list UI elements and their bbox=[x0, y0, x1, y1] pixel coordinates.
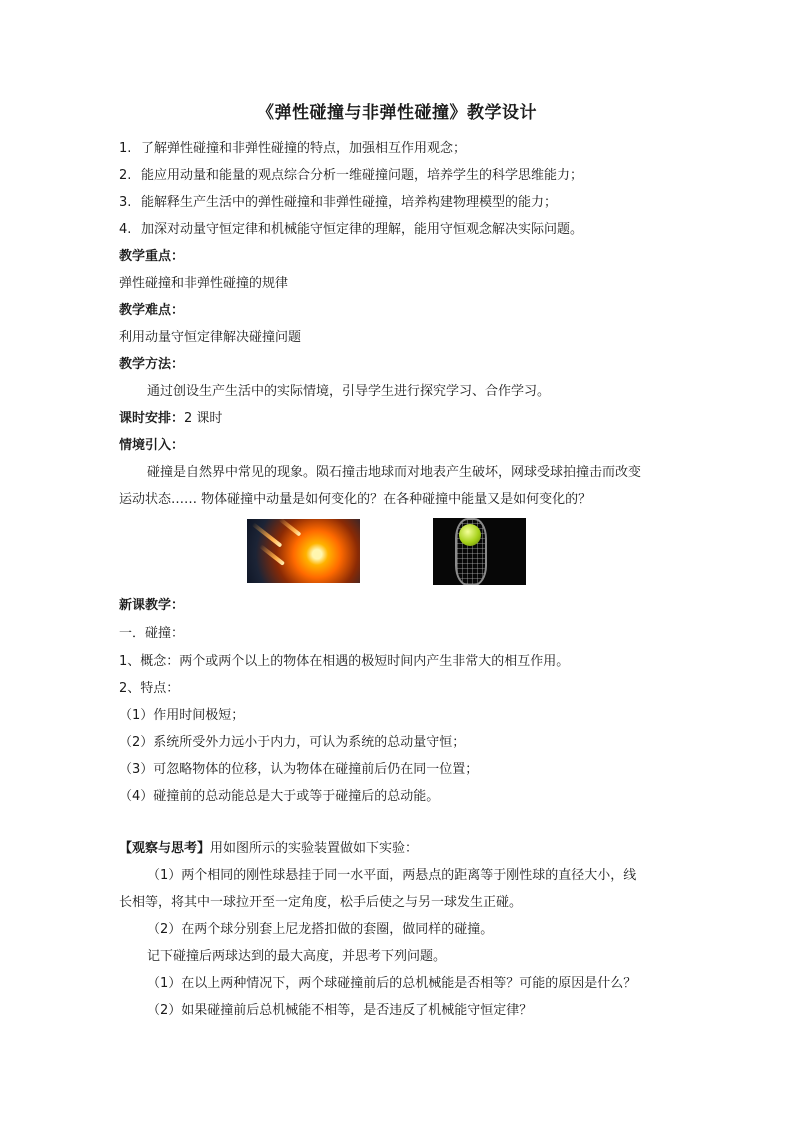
observe-step1-line1: （1）两个相同的刚性球悬挂于同一水平面，两悬点的距离等于刚性球的直径大小，线 bbox=[147, 868, 637, 883]
methods-text: 通过创设生产生活中的实际情境，引导学生进行探究学习、合作学习。 bbox=[147, 384, 551, 399]
feature-item: （3）可忽略物体的位移，认为物体在碰撞前后仍在同一位置； bbox=[119, 762, 479, 777]
intro-heading: 情境引入： bbox=[119, 438, 185, 453]
feature-item: （2）系统所受外力远小于内力，可认为系统的总动量守恒； bbox=[119, 735, 466, 750]
methods-heading: 教学方法： bbox=[119, 357, 185, 372]
observe-step2: （2）在两个球分别套上尼龙搭扣做的套圈，做同样的碰撞。 bbox=[147, 922, 494, 937]
key-points-text: 弹性碰撞和非弹性碰撞的规律 bbox=[119, 276, 289, 291]
meteor-streak bbox=[259, 544, 285, 566]
observe-intro-line: 【观察与思考】用如图所示的实验装置做如下实验： bbox=[119, 841, 419, 856]
feature-item: （4）碰撞前的总动能总是大于或等于碰撞后的总动能。 bbox=[119, 789, 440, 804]
objective-3: 3. 能解释生产生活中的弹性碰撞和非弹性碰撞，培养构建物理模型的能力； bbox=[119, 195, 558, 210]
key-points-heading: 教学重点： bbox=[119, 249, 185, 264]
objective-1: 1. 了解弹性碰撞和非弹性碰撞的特点，加强相互作用观念； bbox=[119, 141, 467, 156]
objective-2: 2. 能应用动量和能量的观点综合分析一维碰撞问题，培养学生的科学思维能力； bbox=[119, 168, 584, 183]
feature-item: （1）作用时间极短； bbox=[119, 708, 245, 723]
tennis-ball bbox=[459, 524, 481, 546]
section-collision-heading: 一．碰撞： bbox=[119, 626, 185, 641]
difficulties-heading: 教学难点： bbox=[119, 303, 185, 318]
difficulties-text: 利用动量守恒定律解决碰撞问题 bbox=[119, 330, 302, 345]
observe-tag: 【观察与思考】 bbox=[119, 841, 211, 856]
schedule-line: 课时安排：2 课时 bbox=[119, 411, 223, 426]
intro-paragraph-line1: 碰撞是自然界中常见的现象。陨石撞击地球而对地表产生破坏，网球受球拍撞击而改变 bbox=[147, 465, 642, 480]
meteor-impact-image bbox=[247, 519, 360, 583]
observe-step1-line2: 长相等，将其中一球拉开至一定角度，松手后使之与另一球发生正碰。 bbox=[119, 895, 523, 910]
tennis-racket-image bbox=[433, 518, 526, 585]
concept-line: 1、概念：两个或两个以上的物体在相遇的极短时间内产生非常大的相互作用。 bbox=[119, 654, 570, 669]
meteor-streak bbox=[252, 522, 283, 547]
observe-question-2: （2）如果碰撞前后总机械能不相等，是否违反了机械能守恒定律？ bbox=[147, 1003, 533, 1018]
meteor-streak bbox=[279, 519, 302, 537]
new-lesson-heading: 新课教学： bbox=[119, 598, 185, 613]
observe-question-1: （1）在以上两种情况下，两个球碰撞前后的总机械能是否相等？可能的原因是什么？ bbox=[147, 976, 637, 991]
features-heading: 2、特点： bbox=[119, 681, 180, 696]
objective-4: 4. 加深对动量守恒定律和机械能守恒定律的理解，能用守恒观念解决实际问题。 bbox=[119, 222, 584, 237]
observe-record: 记下碰撞后两球达到的最大高度，并思考下列问题。 bbox=[147, 949, 447, 964]
document-title: 《弹性碰撞与非弹性碰撞》教学设计 bbox=[257, 103, 537, 123]
intro-paragraph-line2: 运动状态…… 物体碰撞中动量是如何变化的？在各种碰撞中能量又是如何变化的？ bbox=[119, 492, 592, 507]
